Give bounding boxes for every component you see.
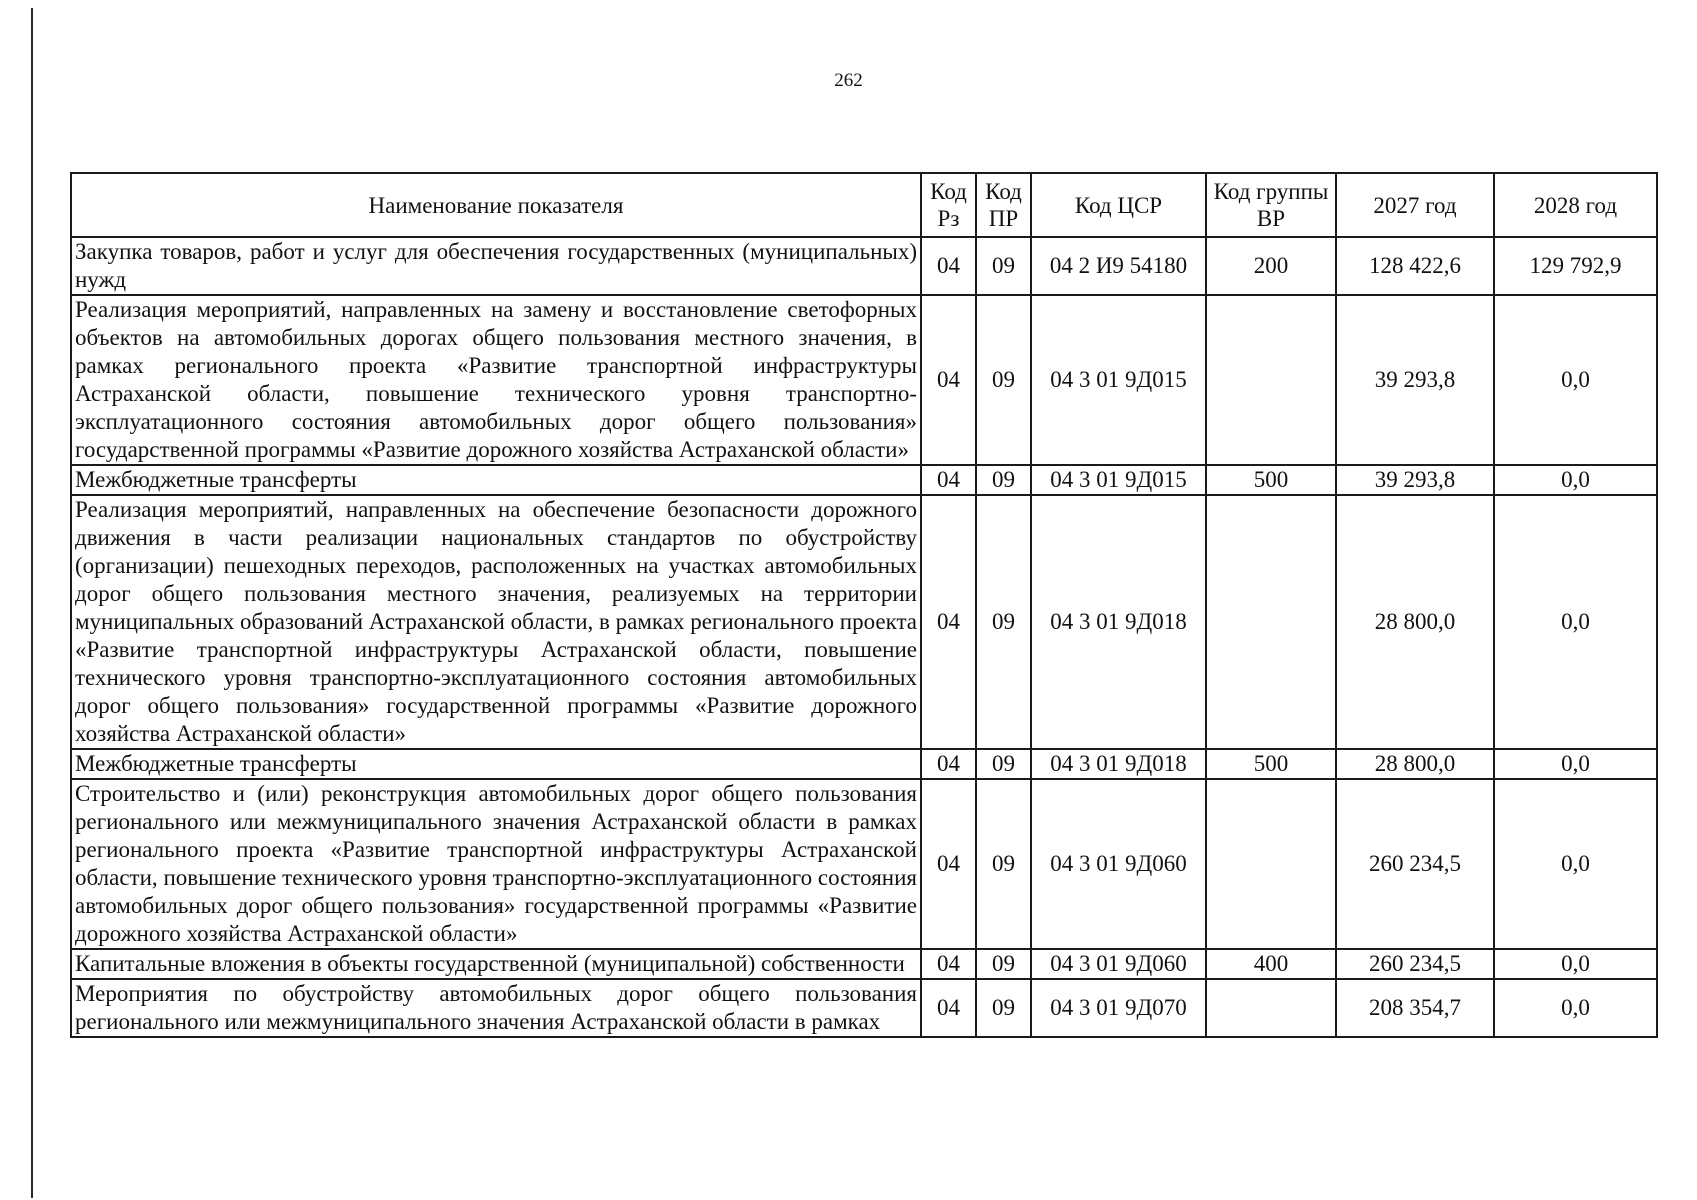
header-vr: Код группы ВР [1206, 173, 1336, 237]
header-2028: 2028 год [1494, 173, 1657, 237]
row-2028: 0,0 [1494, 779, 1657, 949]
row-2027: 208 354,7 [1336, 979, 1494, 1037]
row-name: Мероприятия по обустройству автомобильных дорог общего пользования регионального или межмуниципального значения Астраханской области в рамках [71, 979, 921, 1037]
row-csr: 04 3 01 9Д060 [1031, 779, 1206, 949]
row-name: Строительство и (или) реконструкция автомобильных дорог общего пользования регионального или межмуниципального значения Астраханской области в рамках регионального проекта «Развитие транспортной инфраструктуры Астраханской области, повышение технического уровня транспортно-эксплуатационного состояния автомобильных дорог общего пользования» государственной программы «Развитие дорожного хозяйства Астраханской области» [71, 779, 921, 949]
budget-table [70, 172, 1658, 1038]
row-csr: 04 3 01 9Д015 [1031, 465, 1206, 495]
row-name: Закупка товаров, работ и услуг для обеспечения государственных (муниципальных) нужд [71, 237, 921, 295]
row-rz: 04 [921, 495, 976, 749]
row-rz: 04 [921, 749, 976, 779]
row-2027: 39 293,8 [1336, 295, 1494, 465]
row-csr: 04 3 01 9Д070 [1031, 979, 1206, 1037]
table-row [71, 979, 1657, 1037]
table-row [71, 495, 1657, 749]
row-2028: 0,0 [1494, 495, 1657, 749]
row-vr [1206, 779, 1336, 949]
row-csr: 04 3 01 9Д060 [1031, 949, 1206, 979]
row-rz: 04 [921, 237, 976, 295]
row-rz: 04 [921, 949, 976, 979]
row-vr [1206, 495, 1336, 749]
row-2027: 260 234,5 [1336, 949, 1494, 979]
table-row [71, 949, 1657, 979]
row-csr: 04 3 01 9Д018 [1031, 749, 1206, 779]
row-vr: 400 [1206, 949, 1336, 979]
row-name: Реализация мероприятий, направленных на замену и восстановление светофорных объектов на автомобильных дорогах общего пользования местного значения, в рамках регионального проекта «Развитие транспортной инфраструктуры Астраханской области, повышение технического уровня транспортно-эксплуатационного состояния автомобильных дорог общего пользования» государственной программы «Развитие дорожного хозяйства Астраханской области» [71, 295, 921, 465]
table-header-row [71, 173, 1657, 237]
header-pr: Код ПР [976, 173, 1031, 237]
row-2028: 0,0 [1494, 295, 1657, 465]
row-pr: 09 [976, 779, 1031, 949]
table-row [71, 237, 1657, 295]
row-rz: 04 [921, 979, 976, 1037]
header-rz: Код Рз [921, 173, 976, 237]
row-2027: 39 293,8 [1336, 465, 1494, 495]
table-row [71, 779, 1657, 949]
row-2027: 28 800,0 [1336, 495, 1494, 749]
row-rz: 04 [921, 465, 976, 495]
row-pr: 09 [976, 465, 1031, 495]
row-2028: 0,0 [1494, 979, 1657, 1037]
row-csr: 04 2 И9 54180 [1031, 237, 1206, 295]
row-name: Реализация мероприятий, направленных на обеспечение безопасности дорожного движения в части реализации национальных стандартов по обустройству (организации) пешеходных переходов, расположенных на участках автомобильных дорог общего пользования местного значения, реализуемых на территории муниципальных образований Астраханской области, в рамках регионального проекта «Развитие транспортной инфраструктуры Астраханской области, повышение технического уровня транспортно-эксплуатационного состояния автомобильных дорог общего пользования» государственной программы «Развитие дорожного хозяйства Астраханской области» [71, 495, 921, 749]
row-vr [1206, 295, 1336, 465]
page-number: 262 [834, 70, 863, 91]
row-vr [1206, 979, 1336, 1037]
row-rz: 04 [921, 779, 976, 949]
row-vr: 500 [1206, 465, 1336, 495]
row-vr: 200 [1206, 237, 1336, 295]
table-row [71, 465, 1657, 495]
row-name: Межбюджетные трансферты [71, 465, 921, 495]
table-row [71, 295, 1657, 465]
row-csr: 04 3 01 9Д015 [1031, 295, 1206, 465]
scan-margin-line [31, 8, 33, 1198]
header-name: Наименование показателя [71, 173, 921, 237]
header-csr: Код ЦСР [1031, 173, 1206, 237]
row-pr: 09 [976, 295, 1031, 465]
table-row [71, 749, 1657, 779]
row-2027: 260 234,5 [1336, 779, 1494, 949]
row-2028: 0,0 [1494, 749, 1657, 779]
row-pr: 09 [976, 495, 1031, 749]
header-2027: 2027 год [1336, 173, 1494, 237]
row-name: Капитальные вложения в объекты государственной (муниципальной) собственности [71, 949, 921, 979]
row-pr: 09 [976, 749, 1031, 779]
row-csr: 04 3 01 9Д018 [1031, 495, 1206, 749]
row-rz: 04 [921, 295, 976, 465]
row-2027: 128 422,6 [1336, 237, 1494, 295]
row-2028: 0,0 [1494, 949, 1657, 979]
row-pr: 09 [976, 979, 1031, 1037]
row-vr: 500 [1206, 749, 1336, 779]
row-pr: 09 [976, 237, 1031, 295]
row-name: Межбюджетные трансферты [71, 749, 921, 779]
row-2027: 28 800,0 [1336, 749, 1494, 779]
row-pr: 09 [976, 949, 1031, 979]
row-2028: 0,0 [1494, 465, 1657, 495]
row-2028: 129 792,9 [1494, 237, 1657, 295]
